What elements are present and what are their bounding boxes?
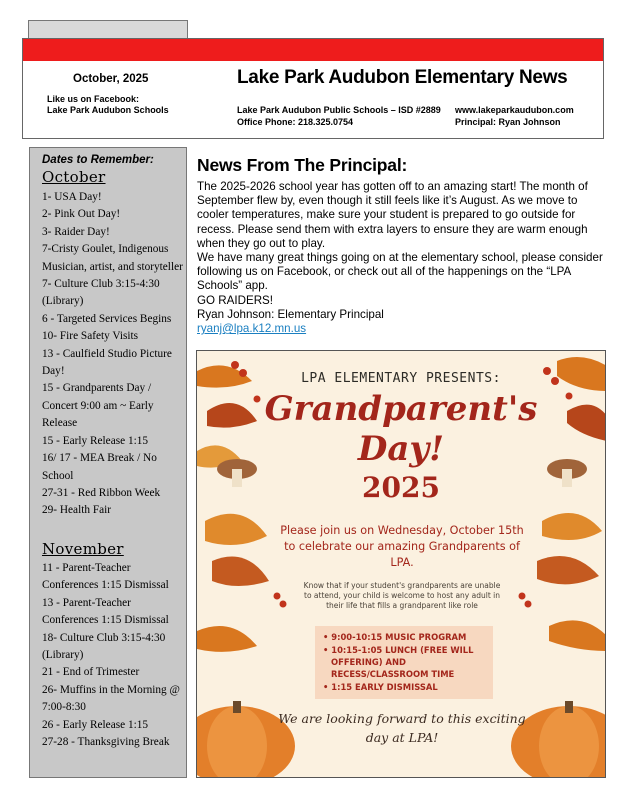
event-item: 7-Cristy Goulet, Indigenous Musician, artist, and storyteller (42, 243, 183, 273)
newsletter-date: October, 2025 (73, 73, 149, 85)
event-item: 1- USA Day! (42, 191, 102, 203)
newsletter-header (22, 38, 604, 139)
event-item: 26- Muffins in the Morning @ 7:00-8:30 (42, 683, 180, 714)
header-tab (28, 20, 188, 40)
event-item: 16/ 17 - MEA Break / No School (42, 452, 157, 482)
message-paragraph: GO RAIDERS! (197, 293, 274, 307)
event-item: 10- Fire Safety Visits (42, 330, 139, 343)
november-events (42, 560, 186, 751)
event-item: 13 - Caulfield Studio Picture Day! (42, 347, 172, 378)
november-heading: November (42, 540, 124, 558)
flyer-year: 2025 (362, 471, 440, 504)
header-red-bar (23, 39, 603, 61)
event-item: 13 - Parent-Teacher Conferences 1:15 Dismissal (42, 596, 169, 627)
message-paragraph: The 2025-2026 school year has gotten off to an amazing start! The month of September flew by, even though it still feels like it’s August. As we move to cooler temperatures, make sure your student is prepared to go outside for recess. Please send them with extra layers to ensure they are warm enough when they go out to play. (197, 180, 588, 250)
flyer-closing: We are looking forward to this exciting day at LPA! (278, 711, 526, 745)
event-item: 15 - Early Release 1:15 (42, 434, 149, 447)
principal-signature: Ryan Johnson: Elementary Principal (197, 307, 384, 321)
principal-email-link[interactable]: ryanj@lpa.k12.mn.us (197, 322, 307, 336)
event-item: 15 - Grandparents Day / Concert 9:00 am ~ Early Release (42, 382, 154, 430)
event-item: 29- Health Fair (42, 504, 112, 517)
section-title: News From The Principal: (197, 155, 408, 175)
flyer-presents: LPA ELEMENTARY PRESENTS: (301, 371, 501, 386)
message-paragraph: We have many great things going on at the elementary school, please consider following us on Facebook, or check out all of the happenings on the “LPA Schools” app. (197, 251, 603, 293)
october-heading: October (42, 168, 106, 186)
event-item: 6 - Targeted Services Begins (42, 312, 172, 325)
flyer-title-line1: Grandparent's (264, 389, 538, 429)
october-events (42, 189, 186, 520)
dates-sidebar (29, 147, 187, 778)
event-item: 2- Pink Out Day! (42, 208, 121, 221)
facebook-label: Like us on Facebook: (47, 94, 140, 104)
event-item: 18- Culture Club 3:15-4:30 (Library) (42, 631, 166, 662)
event-item: 21 - End of Trimester (42, 666, 140, 679)
flyer-title-line2: Day! (357, 429, 445, 469)
district-name: Lake Park Audubon Public Schools – ISD #2889 (237, 105, 441, 115)
schedule-item: • 9:00-10:15 MUSIC PROGRAM (323, 632, 467, 642)
principal-news-section (197, 155, 607, 336)
flyer-schedule (315, 626, 493, 699)
event-item: 27-31 - Red Ribbon Week (42, 486, 161, 499)
flyer-invitation: Please join us on Wednesday, October 15th to celebrate our amazing Grandparents of LPA. (280, 524, 524, 569)
event-item: 7- Culture Club 3:15-4:30 (Library) (42, 278, 160, 308)
principal-message (197, 180, 607, 336)
grandparents-day-flyer (196, 350, 606, 778)
event-item: 27-28 - Thanksgiving Break (42, 736, 170, 749)
principal-name: Principal: Ryan Johnson (455, 117, 561, 127)
flyer-note: Know that if your student's grandparents are unable to attend, your child is welcome to host any adult in their life that fills a grandparent like role (303, 581, 501, 610)
event-item: 11 - Parent-Teacher Conferences 1:15 Dismissal (42, 562, 169, 592)
facebook-page-name: Lake Park Audubon Schools (47, 105, 169, 115)
event-item: 26 - Early Release 1:15 (42, 718, 149, 731)
newsletter-title: Lake Park Audubon Elementary News (237, 67, 568, 88)
website-link[interactable]: www.lakeparkaudubon.com (455, 105, 574, 115)
event-item: 3- Raider Day! (42, 225, 110, 238)
schedule-item: • 1:15 EARLY DISMISSAL (323, 682, 438, 692)
office-phone: Office Phone: 218.325.0754 (237, 117, 354, 127)
sidebar-title: Dates to Remember: (42, 154, 154, 166)
schedule-item: • 10:15-1:05 LUNCH (FREE WILL OFFERING) AND RECESS/CLASSROOM TIME (323, 645, 474, 679)
